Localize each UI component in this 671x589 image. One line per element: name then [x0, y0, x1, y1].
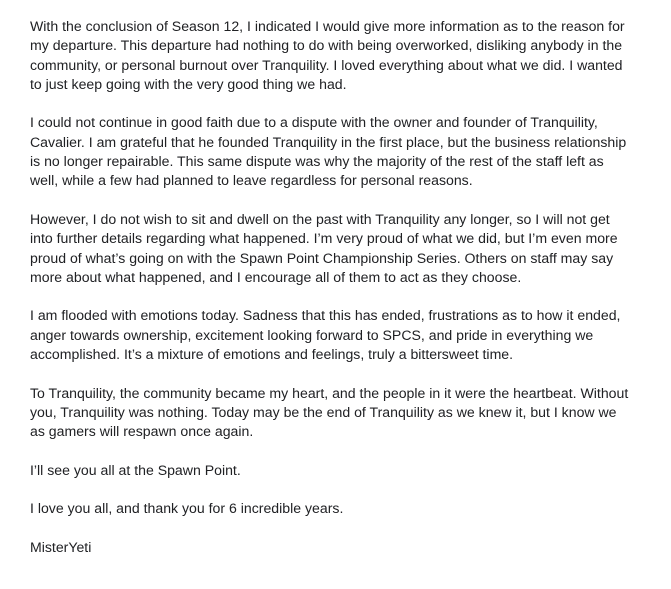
- text-line: I’ll see you all at the Spawn Point.: [30, 461, 241, 478]
- paragraph-emotions: [30, 306, 660, 364]
- text-line: anger towards ownership, excitement looking forward to SPCS, and pride in everything we: [30, 326, 594, 343]
- text-line: To Tranquility, the community became my heart, and the people in it were the heartbeat. Without: [30, 384, 629, 401]
- text-line: accomplished. It’s a mixture of emotions and feelings, truly a bittersweet time.: [30, 346, 514, 363]
- paragraph-moving-on: [30, 210, 660, 287]
- text-line: proud of what’s going on with the Spawn Point Championship Series. Others on staff may say: [30, 249, 614, 266]
- paragraph-dispute: [30, 113, 660, 190]
- text-line: my departure. This departure had nothing to do with being overworked, disliking anybody in the: [30, 37, 623, 54]
- text-line: With the conclusion of Season 12, I indicated I would give more information as to the reason for: [30, 18, 625, 34]
- text-line: into further details regarding what happened. I’m very proud of what we did, but I’m even more: [30, 230, 618, 247]
- text-line: more about what happened, and I encourage all of them to act as they choose.: [30, 268, 522, 285]
- text-line: to just keep going with the very good thing we had.: [30, 75, 347, 92]
- signature: [30, 538, 660, 557]
- text-line: community, or personal burnout over Tranquility. I loved everything about what we did. I wanted: [30, 56, 623, 73]
- paragraph-see-you: [30, 461, 660, 480]
- paragraph-community: [30, 384, 660, 442]
- text-line: Cavalier. I am grateful that he founded Tranquility in the first place, but the business relationship: [30, 133, 627, 150]
- text-line: well, while a few had planned to leave regardless for personal reasons.: [30, 172, 473, 189]
- text-line: as gamers will respawn once again.: [30, 423, 254, 440]
- document-body: [30, 17, 660, 577]
- paragraph-thank-you: [30, 499, 660, 518]
- text-line: I love you all, and thank you for 6 incredible years.: [30, 500, 344, 517]
- text-line: you, Tranquility was nothing. Today may be the end of Tranquility as we knew it, but I know we: [30, 403, 617, 420]
- paragraph-season-12-departure: [30, 17, 660, 94]
- text-line: However, I do not wish to sit and dwell on the past with Tranquility any longer, so I will not get: [30, 210, 610, 227]
- text-line: is no longer repairable. This same dispute was why the majority of the rest of the staff left as: [30, 153, 604, 170]
- text-line: I could not continue in good faith due to a dispute with the owner and founder of Tranquility,: [30, 114, 598, 131]
- signature-name: MisterYeti: [30, 539, 92, 556]
- text-line: I am flooded with emotions today. Sadness that this has ended, frustrations as to how it ended,: [30, 307, 621, 324]
